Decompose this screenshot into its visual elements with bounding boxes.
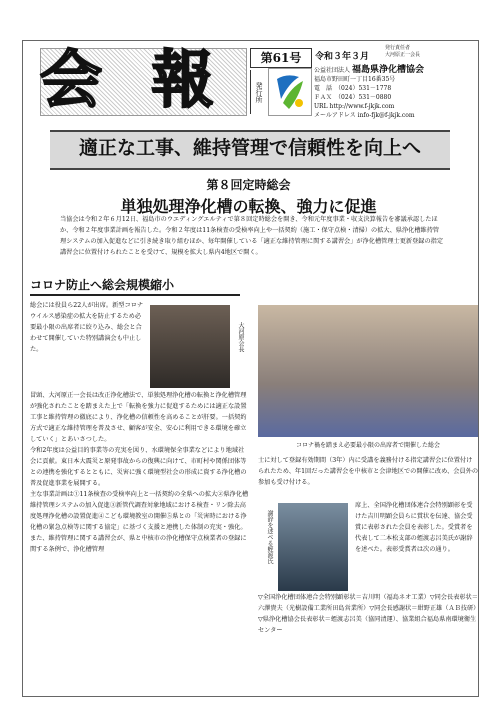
chairman-photo-caption: 大河原会長 — [237, 322, 244, 352]
meeting-photo-caption: コロナ禍を踏まえ必要最小限の出席者で開催した総会 — [295, 442, 440, 449]
meeting-photo — [258, 305, 478, 437]
award-list: ▽全国浄化槽団体連合会特別顕彰状＝吉川明（福島ネオ工業）▽同会長表彰状＝六澤貴夫（光樹設備工業所田島営業所）▽同会長感謝状＝紺野正雄（ＡＢ技研）▽県浄化槽協会長表彰状＝蛭渡志呂美（協同清運）、協業組合福島県南環境衛生センター — [258, 594, 478, 634]
body-text-right-top: 士に対して登録有効期間（3年）内に受講を義務付ける指定講習会に位置付けられたため、年1回だった講習会を中核市と会津地区での開催に改め、会員外の参加も受け付ける。 — [258, 457, 479, 486]
body-text-left: 冒頭、大河原正一会長は改正浄化槽法で、単独処理浄化槽の転換と浄化槽管理が強化されたことを踏まえた上で「転換を強力に促進するためには適正な設置工事と維持管理の徹底により、浄化槽の信頼性を高めることが肝要。一括契約方式で適正な維持管理を普及させ、顧客が安全、安心に利用できる環境を確立していく」とあいさつした。 令和2年度は公益目的事業等の充実を図り、水環境保全事業などにより地域社会に貢献。東日本大震災と原発事故からの復興に向けて、市町村や関係団体等との連携を強化するとともに、災害に強く環境型社会の形成に資する浄化槽の普及促進事業を展開する。 主な事業計画は①11条検査の受検率向上と一括契約の全県への拡大②県浄化槽維持管理システムの加入促進③新管代調査対象地域における検査・リン除去高度処理浄化槽の設置促進④こども環境教室の開催⑤県との「災害時における浄化槽の緊急点検等に関する協定」に基づく支援と連携した体制の充実・強化。 また、維持管理に関する講習会が、県と中核市の浄化槽保守点検業者の登録に関する条例で、浄化槽管理 — [30, 392, 249, 553]
section-title: コロナ防止へ総会規模縮小 — [30, 276, 240, 296]
chairman-photo — [150, 305, 230, 388]
association-logo — [268, 68, 312, 116]
subheadline: 第８回定時総会 — [206, 178, 291, 192]
masthead: 会 報 — [40, 43, 228, 116]
issue-date: 令和３年３月 — [315, 52, 370, 62]
headline: 適正な工事、維持管理で信頼性を向上へ — [78, 137, 421, 159]
fax: ＦＡＸ （024）531－0880 — [314, 94, 392, 101]
publisher-label: 発行所 — [250, 70, 267, 114]
article-title: 単独処理浄化槽の転換、強力に促進 — [120, 197, 377, 216]
speaker-photo — [278, 503, 348, 591]
lead-paragraph: 当協会は令和２年６月12日、福島市のウエディングエルティで第８回定時総会を開き、令和元年度事業・収支決算報告を審議承認したほか、令和２年度事業計画を報告した。令和２年度は11条検査の受検率向上や一括契約（施工・保守点検・清掃）の拡大、県浄化槽維持管理システムの加入促進などに引き続き取り組むほか、毎年開催している「適正な維持管理に関する講習会」が浄化槽管理士更新登録の指定講習会に位置付けられたことを受けて、規模を拡大し県内4地区で開く。 — [60, 216, 444, 256]
issue-number: 第61号 — [250, 48, 312, 68]
editor-note: 発行責任者 大河原正一会長 — [385, 45, 421, 58]
speaker-photo-caption: 謝辞を述べる蛭渡氏 — [266, 510, 273, 564]
url: URL http://www.f-jkjk.com — [314, 103, 395, 110]
body-text-left-top: 総会には役員ら22人が出席。新型コロナウイルス感染症の拡大を防止するため必要最小限の出席者に絞り込み、総会と合わせて開催していた特別講演会も中止した。 — [30, 302, 144, 353]
body-text-right-middle: 席上、全国浄化槽団体連合会特別顕彰を受けた吉川明顕会員らに賞状を伝達、協会受賞に表彰された会員を表彰した。受賞者を代表して二本松支部の蛭渡志呂美氏が謝辞を述べた。表彰受賞者は次の通り。 — [355, 502, 473, 553]
address: 福島市野田町一丁目16番35号 — [314, 76, 396, 83]
email: メールアドレス info-fjk@f-jkjk.com — [314, 112, 415, 119]
organization-info: 公益社団法人 福島県浄化槽協会 福島市野田町一丁目16番35号 電 話 （024）531－1778 ＦＡＸ （024）531－0880 URL http://www.f-jkjk.com メールアドレス info-fjk@f-jkjk.com — [314, 66, 474, 120]
tel: 電 話 （024）531－1778 — [314, 85, 392, 92]
